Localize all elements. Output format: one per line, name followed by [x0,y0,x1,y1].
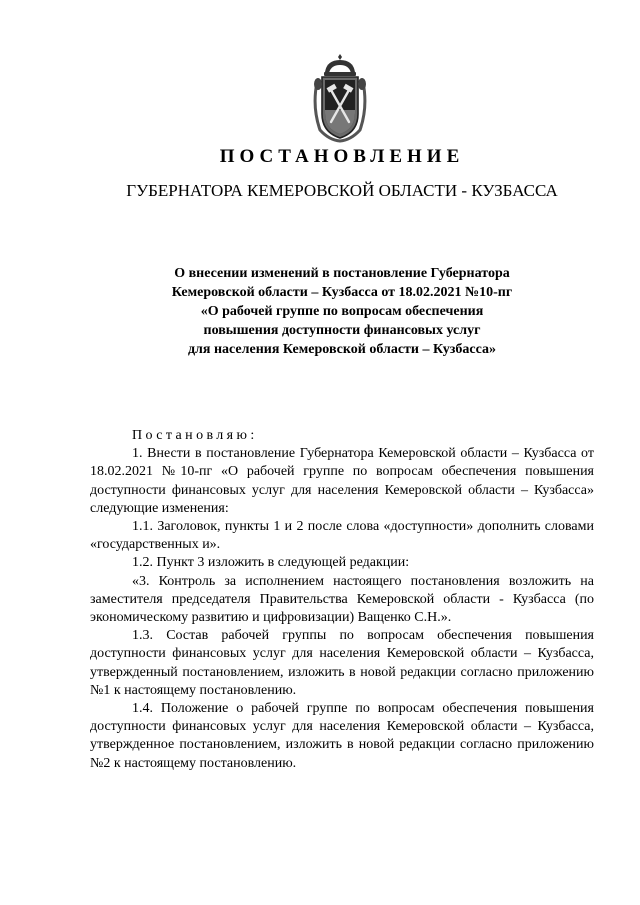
document-body [90,427,594,773]
subject-line: Кемеровской области – Кузбасса от 18.02.2021 №10-пг [171,285,513,300]
kuzbass-coat-of-arms-icon [311,52,369,144]
subject-line: повышения доступности финансовых услуг [203,323,481,338]
paragraph-quoted-item-3: «3. Контроль за исполнением настоящего постановления возложить на заместителя председателя Правительства Кемеровской области - Кузбасса (по экономическому развитию и цифровизации) Ващенко С.Н.». [90,573,594,626]
paragraph-1: 1. Внести в постановление Губернатора Кемеровской области – Кузбасса от 18.02.2021 №10-пг «О рабочей группе по вопросам обеспечения повышения доступности финансовых услуг для населения Кемеровской области – Кузбасса» следующие изменения: [90,446,594,516]
document-subject [90,264,594,359]
paragraph-1-1: 1.1. Заголовок, пункты 1 и 2 после слова «доступности» дополнить словами «государственных и». [90,519,594,553]
issuer-title: ГУБЕРНАТОРА КЕМЕРОВСКОЙ ОБЛАСТИ - КУЗБАССА [126,181,558,200]
decree-word: Постановляю: [132,428,258,443]
paragraph-1-3: 1.3. Состав рабочей группы по вопросам обеспечения повышения доступности финансовых услуг для населения Кемеровской области – Кузбасса, утвержденный постановлением, изложить в новой редакции согласно приложению №1 к настоящему постановлению. [90,628,594,698]
paragraph-1-4: 1.4. Положение о рабочей группе по вопросам обеспечения повышения доступности финансовых услуг для населения Кемеровской области – Кузбасса, утвержденное постановлением, изложить в новой редакции согласно приложению №2 к настоящему постановлению. [90,701,594,771]
subject-line: для населения Кемеровской области – Кузбасса» [187,342,497,357]
subject-line: «О рабочей группе по вопросам обеспечения [200,304,484,319]
paragraph-1-2: 1.2. Пункт 3 изложить в следующей редакции: [132,555,410,571]
subject-line: О внесении изменений в постановление Губернатора [174,266,510,281]
document-type-title: ПОСТАНОВЛЕНИЕ [219,146,465,167]
